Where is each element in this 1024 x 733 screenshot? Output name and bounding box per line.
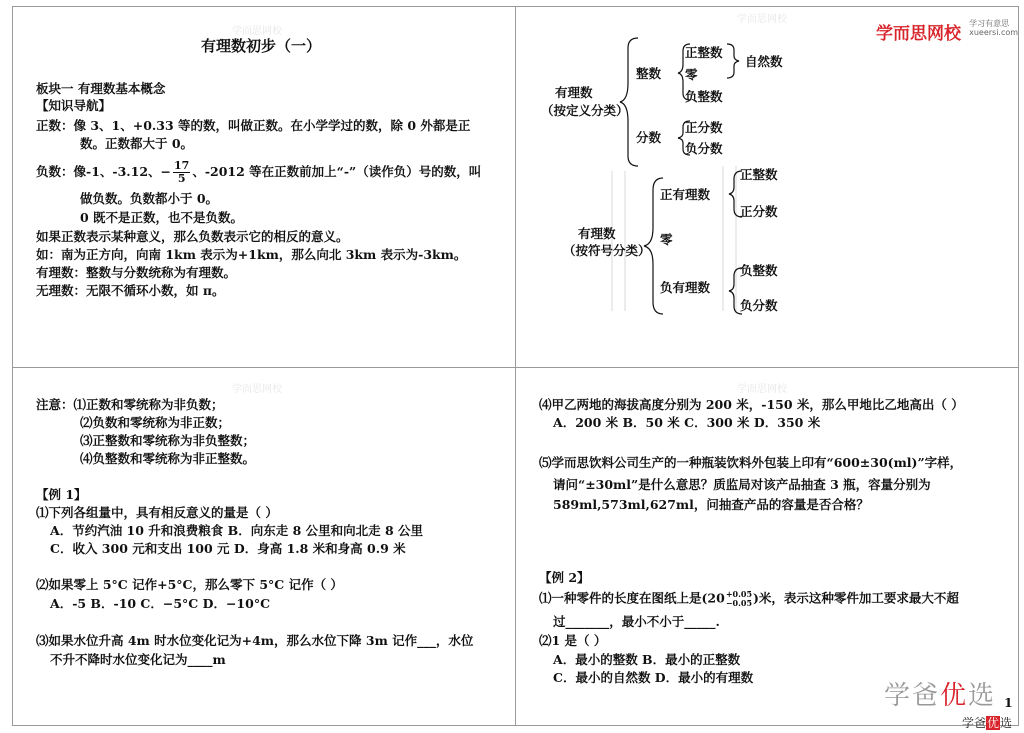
question: ⑸学而思饮料公司生产的一种瓶装饮料外包装上印有“600±30(ml)”字样， [539,455,963,470]
tolerance-base: (20 [701,590,725,606]
text-span: 、-2012 等在正数前加上“-”（读作负）号的数，叫 [192,164,482,179]
fraction [173,160,190,185]
note-line: ⑶正整数和零统称为非负整数； [80,433,256,448]
panel-top-left [12,6,516,368]
tree2-negative-rational: 负有理数 [660,280,711,295]
tree1-negative-fraction: 负分数 [685,141,723,156]
question-option: C．最小的自然数 D．最小的有理数 [553,670,754,685]
watermark: 学而思网校 [232,384,282,395]
example-heading: 【例 1】 [36,487,87,502]
example-heading: 【例 2】 [539,570,590,585]
question: ⑵如果零上 5°C 记作+5°C，那么零下 5°C 记作（ ） [36,577,343,592]
brand-stamp-small [962,714,1012,731]
fraction-numerator: 17 [174,159,190,172]
question: ⑴下列各组量中，具有相反意义的量是（ ） [36,505,278,520]
logo-slogan: 学习有意思 [969,19,1010,28]
tree1-root-label: 有理数 [555,85,593,100]
tree2-positive-integer: 正整数 [740,167,778,182]
text-span: 负数：像-1、-3.12、− [36,164,171,179]
tree2-zero: 零 [660,232,673,247]
tolerance-limits [726,590,752,608]
text-line: 正数：像 3、1、+0.33 等的数，叫做正数。在小学学过的数，除 0 外都是正 [36,118,471,133]
note-line: ⑷负整数和零统称为非正整数。 [80,451,256,466]
question-with-tolerance [539,590,959,608]
tree2-positive-fraction: 正分数 [740,204,778,219]
watermark: 学而思网校 [737,384,787,395]
upper-limit: +0.05 [725,589,753,599]
question-line: 不升不降时水位变化记为____m [50,652,226,667]
question-line: 请问“±30ml”是什么意思？质监局对该产品抽查 3 瓶，容量分别为 [553,477,931,492]
logo-text: 学而思网校 [876,24,961,44]
stamp-char: 学 [884,681,913,711]
question-option: A．200 米 B．50 米 C．300 米 D．350 米 [553,415,821,430]
text-line: 0 既不是正数，也不是负数。 [80,210,244,225]
tree1-natural-number: 自然数 [745,54,783,69]
tree2-negative-fraction: 负分数 [740,298,778,313]
question-option: A．节约汽油 10 升和浪费粮食 B．向东走 8 公里和向北走 8 公里 [50,523,424,538]
brace-line [727,44,739,78]
tree1-negative-integer: 负整数 [685,89,723,104]
question-option: A．最小的整数 B．最小的正整数 [553,652,741,667]
tree1-root-sublabel: （按定义分类） [541,103,629,118]
page-number: 1 [1004,695,1013,710]
knowledge-nav-heading: 【知识导航】 [36,98,112,113]
question: ⑵1 是（ ） [539,633,607,648]
tree2-negative-integer: 负整数 [740,263,778,278]
fraction-denominator: 5 [177,172,186,185]
text-line: 做负数。负数都小于 0。 [80,191,219,206]
stamp-char: 优 [940,681,969,711]
note-line: 注意：⑴正数和零统称为非负数； [36,397,224,412]
text-line: 无理数：无限不循环小数，如 π。 [36,283,225,298]
negative-definition [36,160,481,185]
question: ⑷甲乙两地的海拔高度分别为 200 米，-150 米，那么甲地比乙地高出（ ） [539,397,964,412]
stamp-char: 选 [968,681,997,711]
question-option: A．-5 B．-10 C．−5°C D．−10°C [50,596,271,611]
brace-line [620,38,638,166]
text-span: )米，表示这种零件加工要求最大不超 [753,590,959,606]
section-heading: 板块一 有理数基本概念 [36,81,166,96]
lower-limit: −0.05 [725,598,753,608]
text-span: ⑴一种零件的长度在图纸上是 [539,590,702,606]
tree2-positive-rational: 正有理数 [660,187,711,202]
text-line: 如：南为正方向，向南 1km 表示为+1km，那么向北 3km 表示为-3km。 [36,247,467,262]
tree1-positive-fraction: 正分数 [685,120,723,135]
watermark: 学而思网校 [232,26,282,37]
text-line: 如果正数表示某种意义，那么负数表示它的相反的意义。 [36,229,349,244]
tree2-root-sublabel: （按符号分类） [563,243,651,258]
stamp-char: 选 [1000,716,1013,730]
stamp-char: 爸 [974,716,987,730]
tree1-positive-integer: 正整数 [685,45,723,60]
tree1-integer: 整数 [636,66,662,81]
text-line: 有理数：整数与分数统称为有理数。 [36,265,237,280]
watermark: 学而思网校 [737,14,787,25]
page-title: 有理数初步（一） [201,37,322,55]
question-line: 过_______，最小不小于_____. [553,614,720,629]
tree2-root-label: 有理数 [578,226,616,241]
stamp-char: 优 [987,716,1000,730]
text-line: 数。正数都大于 0。 [80,136,194,151]
stamp-char: 爸 [912,681,941,711]
stamp-char: 学 [962,716,975,730]
note-line: ⑵负数和零统称为非正数； [80,415,231,430]
question-line: 589ml,573ml,627ml，问抽查产品的容量是否合格？ [553,497,869,512]
question: ⑶如果水位升高 4m 时水位变化记为+4m，那么水位下降 3m 记作___，水位 [36,633,474,648]
tree1-fraction: 分数 [636,130,662,145]
tree1-zero: 零 [685,67,698,82]
logo-domain: xueersi.com [969,28,1019,37]
brand-stamp-large [884,675,996,712]
question-option: C．收入 300 元和支出 100 元 D．身高 1.8 米和身高 0.9 米 [50,541,406,556]
